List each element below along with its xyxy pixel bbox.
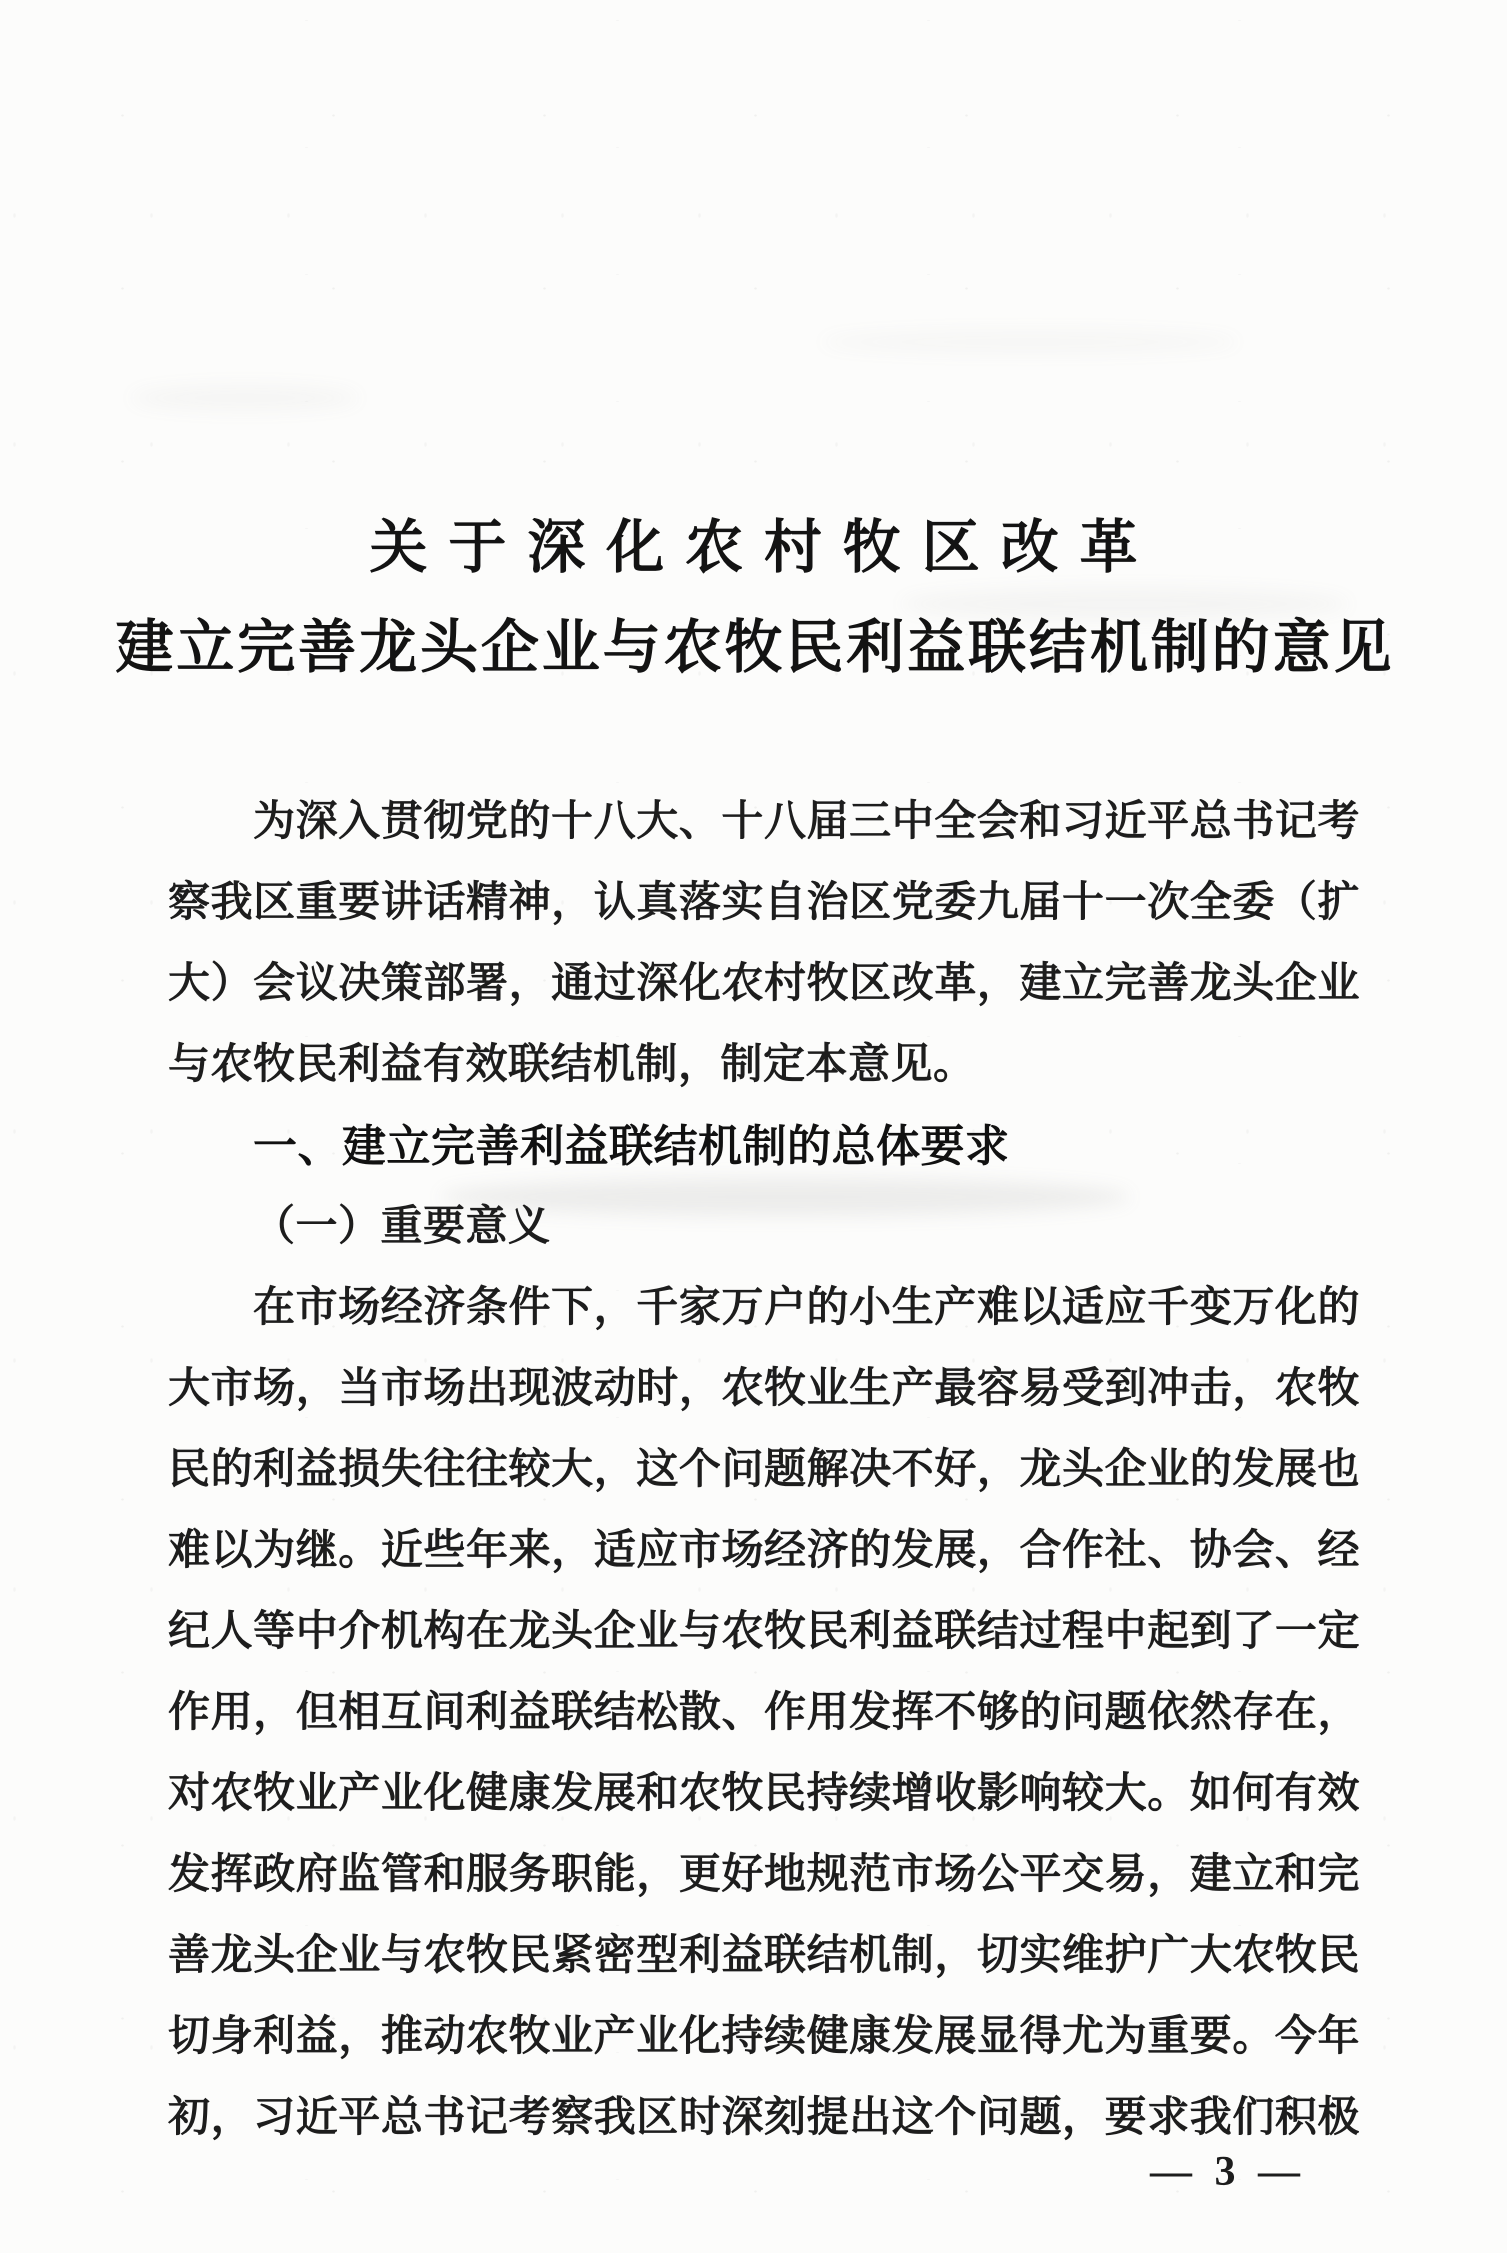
section-heading: 一、建立完善利益联结机制的总体要求: [253, 1122, 1010, 1171]
paragraph2-line-2: 大市场，当市场出现波动时，农牧业生产最容易受到冲击，农牧: [168, 1366, 1360, 1412]
paragraph2-line-3: 民的利益损失往往较大，这个问题解决不好，龙头企业的发展也: [168, 1447, 1360, 1493]
page-number: — 3 —: [1150, 2149, 1306, 2195]
document-title-line2: 建立完善龙头企业与农牧民利益联结机制的意见: [115, 615, 1395, 680]
paragraph2-line-5: 纪人等中介机构在龙头企业与农牧民利益联结过程中起到了一定: [168, 1609, 1360, 1655]
paragraph2-line-7: 对农牧业产业化健康发展和农牧民持续增收影响较大。如何有效: [168, 1771, 1360, 1817]
paragraph2-line-6: 作用，但相互间利益联结松散、作用发挥不够的问题依然存在，: [168, 1690, 1360, 1736]
document-title: [0, 498, 1507, 698]
scan-smudge: [130, 385, 360, 411]
sub-heading: （一）重要意义: [253, 1204, 551, 1250]
scan-smudge: [820, 330, 1240, 354]
paragraph1-line-4: 与农牧民利益有效联结机制，制定本意见。: [168, 1042, 976, 1088]
paragraph1-line-3: 大）会议决策部署，通过深化农村牧区改革，建立完善龙头企业: [168, 961, 1360, 1007]
paragraph2-line-9: 善龙头企业与农牧民紧密型利益联结机制，切实维护广大农牧民: [168, 1933, 1360, 1979]
paragraph1-line-1: 为深入贯彻党的十八大、十八届三中全会和习近平总书记考: [253, 799, 1360, 845]
document-title-line1: 关于深化农村牧区改革: [369, 515, 1159, 580]
paragraph2-line-1: 在市场经济条件下，千家万户的小生产难以适应千变万化的: [253, 1285, 1360, 1331]
paragraph1-line-2: 察我区重要讲话精神，认真落实自治区党委九届十一次全委（扩: [168, 880, 1360, 926]
paragraph2-line-11: 初，习近平总书记考察我区时深刻提出这个问题，要求我们积极: [168, 2095, 1360, 2141]
document-body: [168, 782, 1360, 2159]
paragraph2-line-8: 发挥政府监管和服务职能，更好地规范市场公平交易，建立和完: [168, 1852, 1360, 1898]
paragraph2-line-10: 切身利益，推动农牧业产业化持续健康发展显得尤为重要。今年: [168, 2014, 1360, 2060]
paragraph2-line-4: 难以为继。近些年来，适应市场经济的发展，合作社、协会、经: [168, 1528, 1360, 1574]
